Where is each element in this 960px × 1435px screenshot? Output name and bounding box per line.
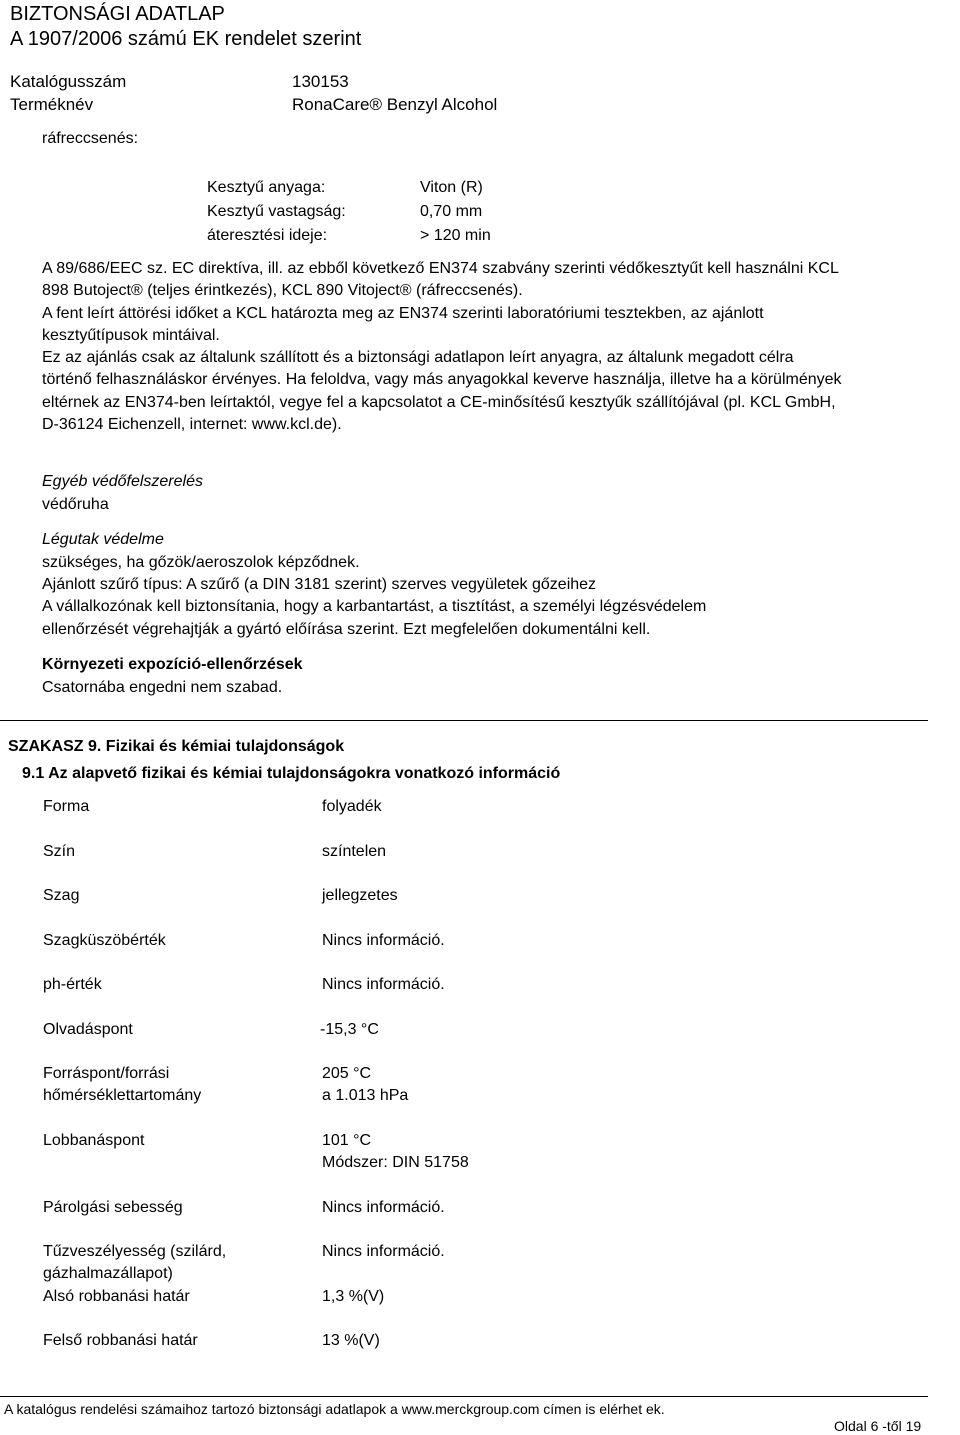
footer-note: A katalógus rendelési számaihoz tartozó biztonsági adatlapok a www.merckgroup.com címen is elérhet ek. <box>4 1401 665 1417</box>
property-label: Alsó robbanási határ <box>43 1288 190 1305</box>
property-value: -15,3 °C <box>320 1021 379 1038</box>
glove-thickness-label: Kesztyű vastagság: <box>207 203 346 220</box>
catalog-number-value: 130153 <box>292 72 349 91</box>
environment-heading: Környezeti expozíció-ellenőrzések <box>42 656 303 673</box>
property-label: Szag <box>43 887 80 904</box>
breakthrough-test-paragraph: A fent leírt áttörési időket a KCL határozta meg az EN374 szerinti laboratóriumi tesztekben, az ajánlott kesztyűtípusok mintáival. <box>42 305 764 345</box>
property-label: Forráspont/forrási hőmérséklettartomány <box>43 1065 202 1105</box>
property-label: ph-érték <box>43 976 102 993</box>
section-divider <box>0 720 928 721</box>
page-number: Oldal 6 -től 19 <box>834 1418 922 1434</box>
respiratory-line: A vállalkozónak kell biztonsítania, hogy a karbantartást, a tisztítást, a személyi légzésvédelem <box>42 598 707 615</box>
property-value: 101 °C <box>322 1132 372 1149</box>
product-name-value: RonaCare® Benzyl Alcohol <box>292 95 498 114</box>
environment-text: Csatornába engedni nem szabad. <box>42 679 283 696</box>
property-value: Nincs információ. <box>322 932 445 949</box>
property-value: színtelen <box>322 843 387 860</box>
glove-directive-paragraph: A 89/686/EEC sz. EC direktíva, ill. az ebből következő EN374 szabvány szerinti védőkesztyűt kell használni KCL 898 Butoject® (teljes érintkezés), KCL 890 Vitoject® (ráfreccsenés). <box>42 260 839 300</box>
glove-breakthrough-value: > 120 min <box>420 227 491 244</box>
property-value: 13 %(V) <box>322 1332 380 1349</box>
property-value: 1,3 %(V) <box>322 1288 385 1305</box>
property-value: 205 °C <box>322 1065 372 1082</box>
product-name-row <box>10 94 498 116</box>
other-protection-heading: Egyéb védőfelszerelés <box>42 473 203 490</box>
property-value: Nincs információ. <box>322 1199 445 1216</box>
property-label: Lobbanáspont <box>43 1132 145 1149</box>
recommendation-paragraph: Ez az ajánlás csak az általunk szállított és a biztonsági adatlapon leírt anyagra, az általunk megadott célra történő felhasználáskor érvényes. Ha feloldva, vagy más anyagokkal keverve használja, illetve ha a körülmények eltérnek az EN374-ben leírtaktól, vegye fel a kapcsolatot a CE-minősítésű kesztyűk szállítójával (pl. KCL GmbH, D-36124 Eichenzell, internet: www.kcl.de). <box>42 349 842 434</box>
property-label: Párolgási sebesség <box>43 1199 183 1216</box>
glove-material-value: Viton (R) <box>420 179 483 196</box>
splash-intro: ráfreccsenés: <box>42 130 139 147</box>
section9-subtitle: 9.1 Az alapvető fizikai és kémiai tulajdonságokra vonatkozó információ <box>22 765 561 782</box>
section9-title: SZAKASZ 9. Fizikai és kémiai tulajdonságok <box>8 738 345 755</box>
property-value: folyadék <box>322 798 382 815</box>
product-name-label: Terméknév <box>10 95 94 114</box>
property-value-secondary: a 1.013 hPa <box>322 1087 409 1105</box>
respiratory-heading: Légutak védelme <box>42 531 164 548</box>
property-label: Szín <box>43 843 76 860</box>
property-value: Nincs információ. <box>322 1243 445 1260</box>
property-label: Szagküszöbérték <box>43 932 166 949</box>
property-label: Tűzveszélyesség (szilárd, gázhalmazállapot) <box>43 1243 227 1283</box>
glove-material-label: Kesztyű anyaga: <box>207 179 326 196</box>
property-value: Nincs információ. <box>322 976 445 993</box>
other-protection-text: védőruha <box>42 496 109 513</box>
regulation-subtitle: A 1907/2006 számú EK rendelet szerint <box>10 28 362 50</box>
respiratory-line: Ajánlott szűrő típus: A szűrő (a DIN 3181 szerint) szerves vegyületek gőzeihez <box>42 576 597 593</box>
property-label: Forma <box>43 798 90 815</box>
catalog-number-label: Katalógusszám <box>10 72 127 91</box>
respiratory-line: ellenőrzését végrehajtják a gyártó előírása szerint. Ezt megfelelően dokumentálni kell. <box>42 621 651 638</box>
catalog-number-row <box>10 71 349 93</box>
property-value: jellegzetes <box>322 887 398 904</box>
document-title: BIZTONSÁGI ADATLAP <box>10 3 225 25</box>
footer-divider <box>0 1396 928 1397</box>
property-value-secondary: Módszer: DIN 51758 <box>322 1154 469 1172</box>
glove-thickness-value: 0,70 mm <box>420 203 483 220</box>
respiratory-line: szükséges, ha gőzök/aeroszolok képződnek. <box>42 554 360 571</box>
glove-breakthrough-label: áteresztési ideje: <box>207 227 328 244</box>
property-label: Olvadáspont <box>43 1021 133 1038</box>
property-label: Felső robbanási határ <box>43 1332 198 1349</box>
